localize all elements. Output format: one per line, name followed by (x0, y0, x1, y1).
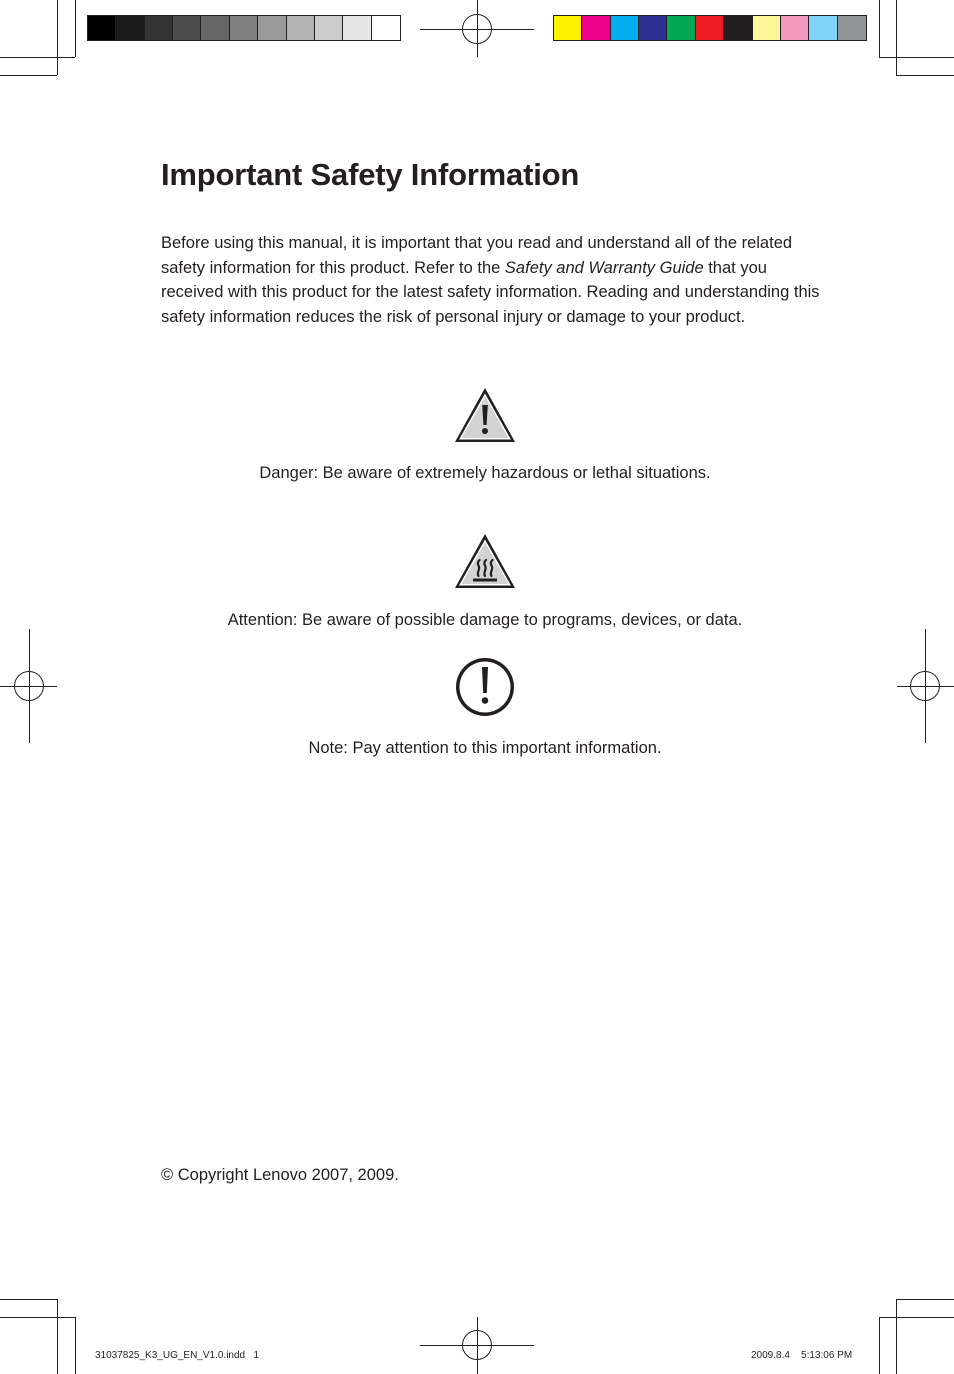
note-exclamation-circle-icon (452, 654, 518, 720)
crop-mark (0, 1317, 75, 1318)
crop-mark (879, 0, 880, 57)
crop-mark (896, 1299, 954, 1300)
copyright-notice: © Copyright Lenovo 2007, 2009. (161, 1166, 399, 1184)
hot-surface-triangle-icon (452, 531, 518, 591)
crop-mark (57, 0, 58, 75)
color-swatch (781, 16, 809, 40)
color-swatch (838, 16, 866, 40)
danger-warning-triangle-icon (452, 385, 518, 445)
crop-mark (879, 1317, 954, 1318)
page-title: Important Safety Information (161, 157, 580, 192)
danger-notice-text: Danger: Be aware of extremely hazardous or lethal situations. (259, 464, 711, 482)
color-swatch (145, 16, 173, 40)
color-swatch (230, 16, 258, 40)
intro-paragraph: Before using this manual, it is important that you read and understand all of the related safety information for this product. Refer to the Safety and Warranty Guide that you received with this product for the latest safety information. Reading and understanding this safety information reduces the risk of personal injury or damage to your product. (161, 234, 820, 326)
crop-mark (57, 1299, 58, 1374)
crop-mark (896, 0, 897, 75)
slug-timestamp: 2009.8.4 5:13:06 PM (751, 1350, 853, 1361)
color-swatch (287, 16, 315, 40)
crop-mark (896, 75, 954, 76)
guide-title: Safety and Warranty Guide (504, 258, 704, 277)
color-swatch (315, 16, 343, 40)
grayscale-color-bar (87, 15, 401, 41)
color-swatch (611, 16, 639, 40)
color-swatch (753, 16, 781, 40)
crop-mark (75, 0, 76, 57)
color-swatch (667, 16, 695, 40)
crop-mark (879, 57, 954, 58)
color-swatch (201, 16, 229, 40)
color-swatch (554, 16, 582, 40)
crop-mark (896, 1299, 897, 1374)
color-swatch (343, 16, 371, 40)
note-notice-text: Note: Pay attention to this important information. (308, 739, 662, 757)
color-swatch (582, 16, 610, 40)
color-swatch (372, 16, 400, 40)
process-color-bar (553, 15, 867, 41)
color-swatch (88, 16, 116, 40)
crop-mark (75, 1317, 76, 1374)
slug-file-info: 31037825_K3_UG_EN_V1.0.indd 1 (95, 1350, 260, 1361)
color-swatch (258, 16, 286, 40)
crop-mark (0, 1299, 57, 1300)
crop-mark (0, 75, 57, 76)
color-swatch (724, 16, 752, 40)
color-swatch (639, 16, 667, 40)
crop-mark (0, 57, 75, 58)
color-swatch (809, 16, 837, 40)
color-swatch (696, 16, 724, 40)
color-swatch (173, 16, 201, 40)
color-swatch (116, 16, 144, 40)
attention-notice-text: Attention: Be aware of possible damage to programs, devices, or data. (227, 611, 743, 629)
crop-mark (879, 1317, 880, 1374)
